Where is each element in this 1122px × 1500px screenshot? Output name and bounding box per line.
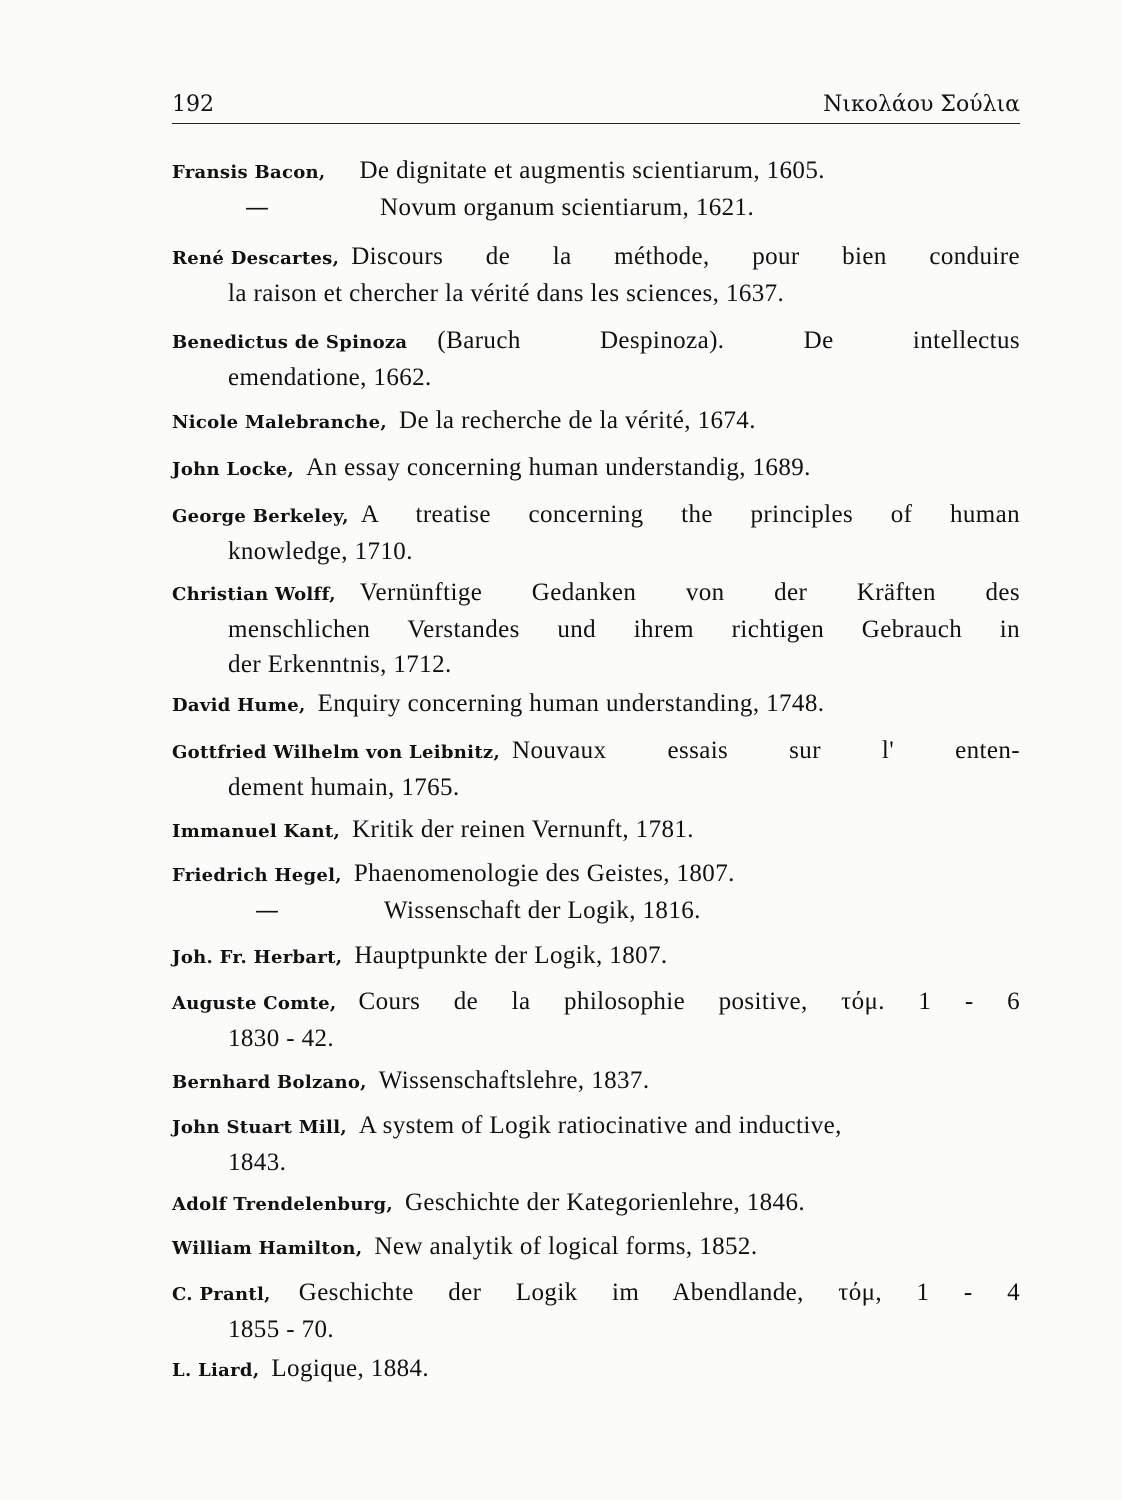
- ditto-dash: —: [245, 193, 269, 221]
- entry-author: Adolf Trendelenburg,: [172, 1194, 393, 1215]
- entry-author: George Berkeley,: [172, 506, 349, 527]
- entry-author: John Stuart Mill,: [172, 1117, 347, 1138]
- bibliography-entry: [172, 403, 1020, 440]
- entry-continuation: dement humain, 1765.: [228, 774, 460, 801]
- bibliography-entry: [172, 1229, 1020, 1266]
- bibliography-entry: [172, 450, 1020, 487]
- bibliography-entry: [172, 1063, 1020, 1100]
- bibliography-entry: [172, 1185, 1020, 1222]
- bibliography-entry: [172, 239, 1020, 311]
- bibliography-entry: [172, 153, 1020, 225]
- entry-continuation: 1855 - 70.: [228, 1316, 335, 1343]
- entry-author: Joh. Fr. Herbart,: [172, 947, 343, 968]
- bibliography-entry: [172, 984, 1020, 1056]
- entry-title: Wissenschaftslehre, 1837.: [378, 1067, 650, 1094]
- header-rule: [172, 123, 1020, 124]
- entry-author: Nicole Malebranche,: [172, 412, 387, 433]
- entry-title: A treatise concerning the principles of human: [360, 501, 1020, 528]
- entry-title: Kritik der reinen Vernunft, 1781.: [352, 816, 694, 843]
- entry-author: René Descartes,: [172, 248, 340, 269]
- bibliography-entry: [172, 686, 1020, 723]
- entry-title: Hauptpunkte der Logik, 1807.: [354, 942, 668, 969]
- entry-continuation: 1843.: [228, 1149, 287, 1176]
- entry-title: De dignitate et augmentis scientiarum, 1605.: [359, 157, 825, 184]
- entry-title: De la recherche de la vérité, 1674.: [398, 407, 756, 434]
- entry-title: Vernünftige Gedanken von der Kräften des: [359, 579, 1020, 606]
- ditto-dash: —: [255, 896, 279, 924]
- entry-author: David Hume,: [172, 695, 306, 716]
- page-header: [172, 92, 1020, 122]
- entry-author: Auguste Comte,: [172, 993, 337, 1014]
- entry-continuation: la raison et chercher la vérité dans les sciences, 1637.: [228, 280, 785, 307]
- entry-title: Wissenschaft der Logik, 1816.: [384, 897, 701, 924]
- bibliography-entry: [172, 575, 1020, 682]
- entry-author: C. Prantl,: [172, 1284, 271, 1305]
- entry-author: L. Liard,: [172, 1360, 260, 1381]
- entry-author: Friedrich Hegel,: [172, 865, 342, 886]
- entry-author: John Locke,: [172, 459, 295, 480]
- entry-author: Bernhard Bolzano,: [172, 1072, 367, 1093]
- entry-author: Immanuel Kant,: [172, 821, 341, 842]
- entry-author: Fransis Bacon,: [172, 162, 326, 183]
- entry-title: Cours de la philosophie positive, τόμ. 1 - 6: [358, 988, 1020, 1015]
- entry-author: Christian Wolff,: [172, 584, 336, 605]
- entry-title: Geschichte der Logik im Abendlande, τόμ, 1 - 4: [298, 1279, 1020, 1306]
- entry-title: (Baruch Despinoza). De intellectus: [437, 327, 1020, 354]
- entry-title: Geschichte der Kategorienlehre, 1846.: [404, 1189, 805, 1216]
- entry-title: Enquiry concerning human understanding, 1748.: [317, 690, 825, 717]
- bibliography-entry: [172, 938, 1020, 975]
- entry-author: Benedictus de Spinoza: [172, 332, 408, 353]
- bibliography-entry: [172, 497, 1020, 569]
- entry-title: Phaenomenologie des Geistes, 1807.: [353, 860, 735, 887]
- bibliography-entry: [172, 856, 1020, 928]
- entry-title: Nouvaux essais sur l' enten-: [512, 737, 1020, 764]
- entry-title: Logique, 1884.: [271, 1355, 430, 1382]
- bibliography-entry: [172, 733, 1020, 805]
- entry-author: Gottfried Wilhelm von Leibnitz,: [172, 742, 501, 763]
- entry-continuation: menschlichen Verstandes und ihrem richtigen Gebrauch in: [228, 616, 1020, 643]
- bibliography-entry: [172, 323, 1020, 395]
- entry-title: A system of Logik ratiocinative and inductive,: [358, 1112, 842, 1139]
- entry-continuation: der Erkenntnis, 1712.: [228, 651, 452, 678]
- bibliography-entry: [172, 1108, 1020, 1180]
- entry-title: New analytik of logical forms, 1852.: [374, 1233, 758, 1260]
- bibliography-entry: [172, 1351, 1020, 1388]
- entry-title: An essay concerning human understandig, 1689.: [306, 454, 811, 481]
- entry-continuation: knowledge, 1710.: [228, 538, 413, 565]
- entry-title: Discours de la méthode, pour bien conduire: [351, 243, 1020, 270]
- running-title: Νικολάου Σούλια: [823, 92, 1020, 117]
- bibliography-entry: [172, 1275, 1020, 1347]
- entry-title: Novum organum scientiarum, 1621.: [380, 194, 755, 221]
- entry-continuation: emendatione, 1662.: [228, 364, 432, 391]
- bibliography-entry: [172, 812, 1020, 849]
- entry-continuation: 1830 - 42.: [228, 1025, 335, 1052]
- entry-author: William Hamilton,: [172, 1238, 363, 1259]
- page-number: 192: [172, 92, 214, 117]
